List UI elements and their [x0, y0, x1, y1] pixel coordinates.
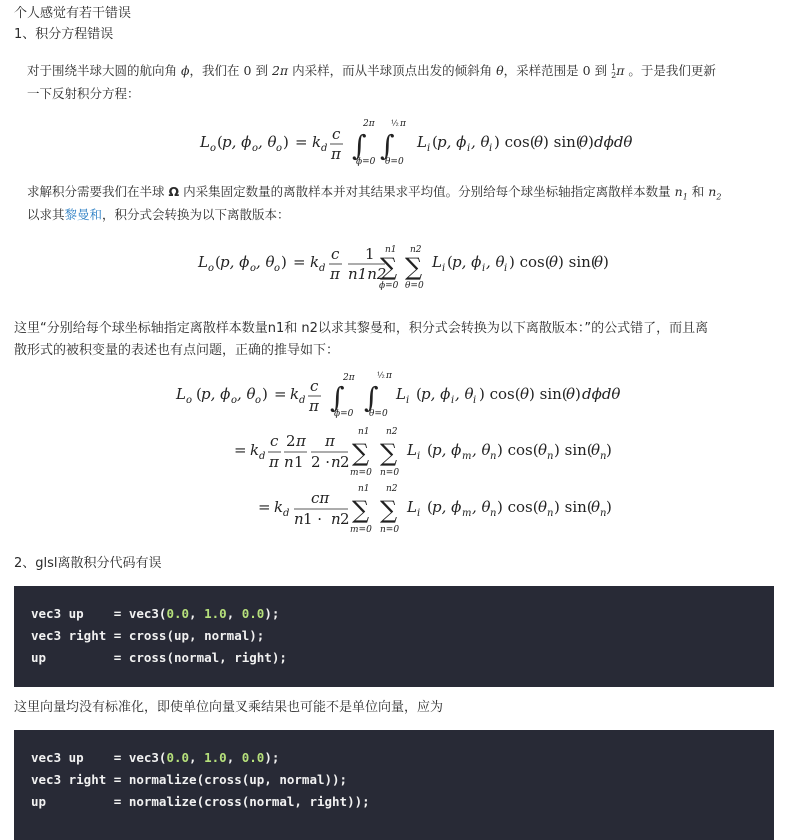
- svg-text:n2: n2: [386, 484, 398, 494]
- svg-text:n: n: [331, 453, 341, 471]
- svg-text:o: o: [208, 263, 215, 274]
- svg-text:π: π: [331, 145, 341, 163]
- svg-text:dϕdθ: dϕdθ: [582, 385, 621, 403]
- svg-text:, θ: , θ: [256, 253, 275, 271]
- svg-text:=: =: [258, 498, 271, 516]
- svg-text:=: =: [274, 385, 287, 403]
- svg-text:L: L: [198, 253, 208, 271]
- svg-text:n=0: n=0: [380, 468, 400, 478]
- svg-text:(: (: [217, 133, 223, 151]
- svg-text:θ: θ: [538, 441, 548, 459]
- svg-text:dϕdθ: dϕdθ: [594, 133, 633, 151]
- svg-text:i: i: [406, 395, 410, 406]
- svg-text:n1: n1: [385, 245, 397, 255]
- svg-text:θ=0: θ=0: [405, 281, 424, 291]
- svg-text:π: π: [309, 397, 319, 415]
- svg-text:∑: ∑: [380, 496, 398, 524]
- svg-text:π: π: [400, 119, 406, 129]
- svg-text:d: d: [319, 263, 326, 274]
- svg-text:i: i: [427, 143, 431, 154]
- svg-text:i: i: [504, 263, 508, 274]
- svg-text:p, ϕ: p, ϕ: [452, 253, 482, 271]
- svg-text:i: i: [467, 143, 471, 154]
- svg-text:L: L: [407, 498, 417, 516]
- svg-text:(: (: [215, 253, 221, 271]
- svg-text:o: o: [255, 395, 262, 406]
- svg-text:L: L: [432, 253, 442, 271]
- svg-text:n: n: [490, 508, 497, 519]
- svg-text:∑: ∑: [380, 253, 398, 281]
- svg-text:π: π: [296, 432, 306, 450]
- svg-text:d: d: [299, 395, 306, 406]
- svg-text:i: i: [489, 143, 493, 154]
- svg-text:p, ϕ: p, ϕ: [421, 385, 451, 403]
- code-block-corrected[interactable]: [14, 730, 774, 840]
- svg-text:, θ: , θ: [455, 385, 474, 403]
- svg-text:k: k: [290, 385, 300, 403]
- svg-text:c: c: [270, 432, 279, 450]
- svg-text:½: ½: [391, 119, 399, 128]
- svg-text:p, ϕ: p, ϕ: [220, 253, 250, 271]
- svg-text:c: c: [332, 125, 341, 143]
- svg-text:(: (: [196, 385, 202, 403]
- svg-text:, θ: , θ: [472, 441, 491, 459]
- svg-text:p, ϕ: p, ϕ: [432, 498, 462, 516]
- svg-text:) sin(: ) sin(: [543, 133, 582, 151]
- svg-text:=: =: [295, 133, 308, 151]
- svg-text:p, ϕ: p, ϕ: [201, 385, 231, 403]
- svg-text:): ): [575, 385, 581, 403]
- svg-text:n1: n1: [358, 427, 370, 437]
- section-2-title: 2、glsl离散积分代码有误: [14, 556, 162, 571]
- svg-text:): ): [262, 385, 268, 403]
- svg-text:ϕ=0: ϕ=0: [334, 409, 354, 419]
- svg-text:(: (: [416, 385, 422, 403]
- svg-text:) sin(: ) sin(: [529, 385, 568, 403]
- svg-text:): ): [283, 133, 289, 151]
- svg-text:∫: ∫: [330, 381, 345, 414]
- code-line: up = cross(normal, right);: [31, 650, 287, 665]
- svg-text:π: π: [386, 371, 392, 381]
- svg-text:θ: θ: [594, 253, 604, 271]
- svg-text:k: k: [274, 498, 284, 516]
- code-line: vec3 up = vec3(0.0, 1.0, 0.0);: [31, 606, 280, 621]
- code-line: vec3 up = vec3(0.0, 1.0, 0.0);: [31, 750, 280, 765]
- svg-text:ϕ=0: ϕ=0: [356, 157, 376, 167]
- svg-text:(: (: [427, 441, 433, 459]
- svg-text:1 ·: 1 ·: [303, 510, 323, 528]
- svg-text:c: c: [331, 245, 340, 263]
- svg-text:=: =: [293, 253, 306, 271]
- svg-text:L: L: [407, 441, 417, 459]
- svg-text:n=0: n=0: [380, 525, 400, 535]
- svg-text:2π: 2π: [343, 373, 355, 383]
- svg-text:θ=0: θ=0: [369, 409, 388, 419]
- svg-text:m: m: [462, 508, 472, 519]
- svg-text:2 ·: 2 ·: [311, 453, 331, 471]
- svg-text:p, ϕ: p, ϕ: [437, 133, 467, 151]
- svg-text:θ: θ: [549, 253, 559, 271]
- svg-text:2: 2: [340, 510, 350, 528]
- svg-text:) cos(: ) cos(: [479, 385, 521, 403]
- svg-text:i: i: [417, 508, 421, 519]
- svg-text:θ: θ: [538, 498, 548, 516]
- svg-text:cπ: cπ: [311, 489, 330, 507]
- svg-text:) sin(: ) sin(: [554, 441, 593, 459]
- svg-text:i: i: [451, 395, 455, 406]
- svg-text:∑: ∑: [405, 253, 423, 281]
- code-line: up = normalize(cross(normal, right));: [31, 794, 370, 809]
- svg-text:L: L: [417, 133, 427, 151]
- svg-text:π: π: [269, 453, 279, 471]
- svg-text:ϕ=0: ϕ=0: [379, 281, 399, 291]
- svg-text:o: o: [274, 263, 281, 274]
- svg-text:d: d: [283, 508, 290, 519]
- svg-text:θ: θ: [591, 441, 601, 459]
- quote-paragraph-2-line-2: 以求其黎曼和，积分式会转换为以下离散版本：: [27, 207, 290, 222]
- svg-text:n: n: [490, 451, 497, 462]
- svg-text:) cos(: ) cos(: [494, 133, 536, 151]
- svg-text:, θ: , θ: [258, 133, 277, 151]
- svg-text:): ): [603, 253, 609, 271]
- svg-text:θ: θ: [520, 385, 530, 403]
- riemann-sum-link[interactable]: 黎曼和: [64, 207, 103, 222]
- svg-text:): ): [606, 498, 612, 516]
- svg-text:π: π: [330, 265, 340, 283]
- svg-text:i: i: [442, 263, 446, 274]
- svg-text:p, ϕ: p, ϕ: [432, 441, 462, 459]
- svg-text:n1: n1: [358, 484, 370, 494]
- svg-text:i: i: [417, 451, 421, 462]
- svg-text:1: 1: [365, 245, 375, 263]
- svg-text:2π: 2π: [363, 119, 375, 129]
- discrete-sum-equation-1: [198, 236, 618, 294]
- svg-text:o: o: [250, 263, 257, 274]
- svg-text:2: 2: [286, 432, 296, 450]
- svg-text:n2: n2: [410, 245, 422, 255]
- svg-text:) sin(: ) sin(: [558, 253, 597, 271]
- svg-text:m: m: [462, 451, 472, 462]
- correct-derivation-equation: [176, 366, 621, 536]
- svg-text:, θ: , θ: [237, 385, 256, 403]
- svg-text:n: n: [547, 451, 554, 462]
- svg-text:n1n2: n1n2: [348, 265, 387, 283]
- svg-text:k: k: [312, 133, 322, 151]
- svg-text:d: d: [259, 451, 266, 462]
- svg-text:): ): [606, 441, 612, 459]
- svg-text:d: d: [321, 143, 328, 154]
- svg-text:): ): [588, 133, 594, 151]
- svg-text:n: n: [331, 510, 341, 528]
- svg-text:) cos(: ) cos(: [497, 498, 539, 516]
- svg-text:o: o: [252, 143, 259, 154]
- svg-text:n2: n2: [386, 427, 398, 437]
- svg-text:∫: ∫: [364, 381, 379, 414]
- svg-text:) sin(: ) sin(: [554, 498, 593, 516]
- svg-text:θ: θ: [579, 133, 589, 151]
- svg-text:o: o: [276, 143, 283, 154]
- svg-text:i: i: [482, 263, 486, 274]
- heading: 个人感觉有若干错误: [14, 6, 132, 21]
- svg-text:n: n: [600, 451, 607, 462]
- svg-text:o: o: [231, 395, 238, 406]
- code-line: vec3 right = cross(up, normal);: [31, 628, 265, 643]
- svg-text:n: n: [600, 508, 607, 519]
- section-1-title: 1、积分方程错误: [14, 27, 114, 42]
- svg-text:, θ: , θ: [471, 133, 490, 151]
- svg-text:∫: ∫: [352, 129, 367, 162]
- svg-text:i: i: [473, 395, 477, 406]
- svg-text:n: n: [547, 508, 554, 519]
- svg-text:∫: ∫: [380, 129, 395, 162]
- svg-text:1: 1: [294, 453, 304, 471]
- svg-text:, θ: , θ: [472, 498, 491, 516]
- comment-normalization: 这里向量均没有标准化，即使单位向量叉乘结果也可能不是单位向量，应为: [14, 700, 444, 715]
- svg-text:) cos(: ) cos(: [497, 441, 539, 459]
- svg-text:n: n: [284, 453, 294, 471]
- code-block-original[interactable]: [14, 586, 774, 687]
- svg-text:m=0: m=0: [350, 525, 372, 535]
- comment-line-2: 散形式的被积变量的表述也有点问题，正确的推导如下：: [14, 343, 340, 358]
- svg-text:θ=0: θ=0: [385, 157, 404, 167]
- svg-text:L: L: [396, 385, 406, 403]
- svg-text:=: =: [234, 441, 247, 459]
- svg-text:θ: θ: [591, 498, 601, 516]
- svg-text:, θ: , θ: [486, 253, 505, 271]
- svg-text:θ: θ: [534, 133, 544, 151]
- integral-equation-1: [200, 116, 633, 168]
- svg-text:∑: ∑: [380, 439, 398, 467]
- svg-text:p, ϕ: p, ϕ: [222, 133, 252, 151]
- svg-text:o: o: [186, 395, 193, 406]
- svg-text:∑: ∑: [352, 496, 370, 524]
- svg-text:(: (: [427, 498, 433, 516]
- svg-text:m=0: m=0: [350, 468, 372, 478]
- svg-text:n: n: [294, 510, 304, 528]
- svg-text:π: π: [325, 432, 335, 450]
- svg-text:(: (: [447, 253, 453, 271]
- svg-text:L: L: [200, 133, 210, 151]
- code-line: vec3 right = normalize(cross(up, normal));: [31, 772, 348, 787]
- svg-text:): ): [281, 253, 287, 271]
- svg-text:∑: ∑: [352, 439, 370, 467]
- svg-text:k: k: [310, 253, 320, 271]
- svg-text:o: o: [210, 143, 217, 154]
- quote-paragraph-1-line-2: 一下反射积分方程：: [27, 86, 140, 101]
- svg-text:½: ½: [377, 371, 385, 380]
- svg-text:k: k: [250, 441, 260, 459]
- svg-text:L: L: [176, 385, 186, 403]
- svg-text:θ: θ: [566, 385, 576, 403]
- comment-line-1: 这里“分别给每个球坐标轴指定离散样本数量n1和 n2以求其黎曼和，积分式会转换为以下离散版本：”的公式错了，而且离: [14, 321, 709, 336]
- quote-paragraph-2: 求解积分需要我们在半球 Ω 内采集固定数量的离散样本并对其结果求平均值。分别给每个球坐标轴指定离散样本数量 $n_1$ 和 $n_2$: [27, 184, 722, 202]
- svg-text:) cos(: ) cos(: [509, 253, 551, 271]
- quote-paragraph-1: 对于围绕半球大圆的航向角 ϕ，我们在 0 到 2π 内采样，而从半球顶点出发的倾斜角 θ，采样范围是 0 到 1 2π 。于是我们更新: [27, 62, 716, 80]
- svg-text:2: 2: [340, 453, 350, 471]
- svg-text:(: (: [432, 133, 438, 151]
- svg-text:c: c: [310, 377, 319, 395]
